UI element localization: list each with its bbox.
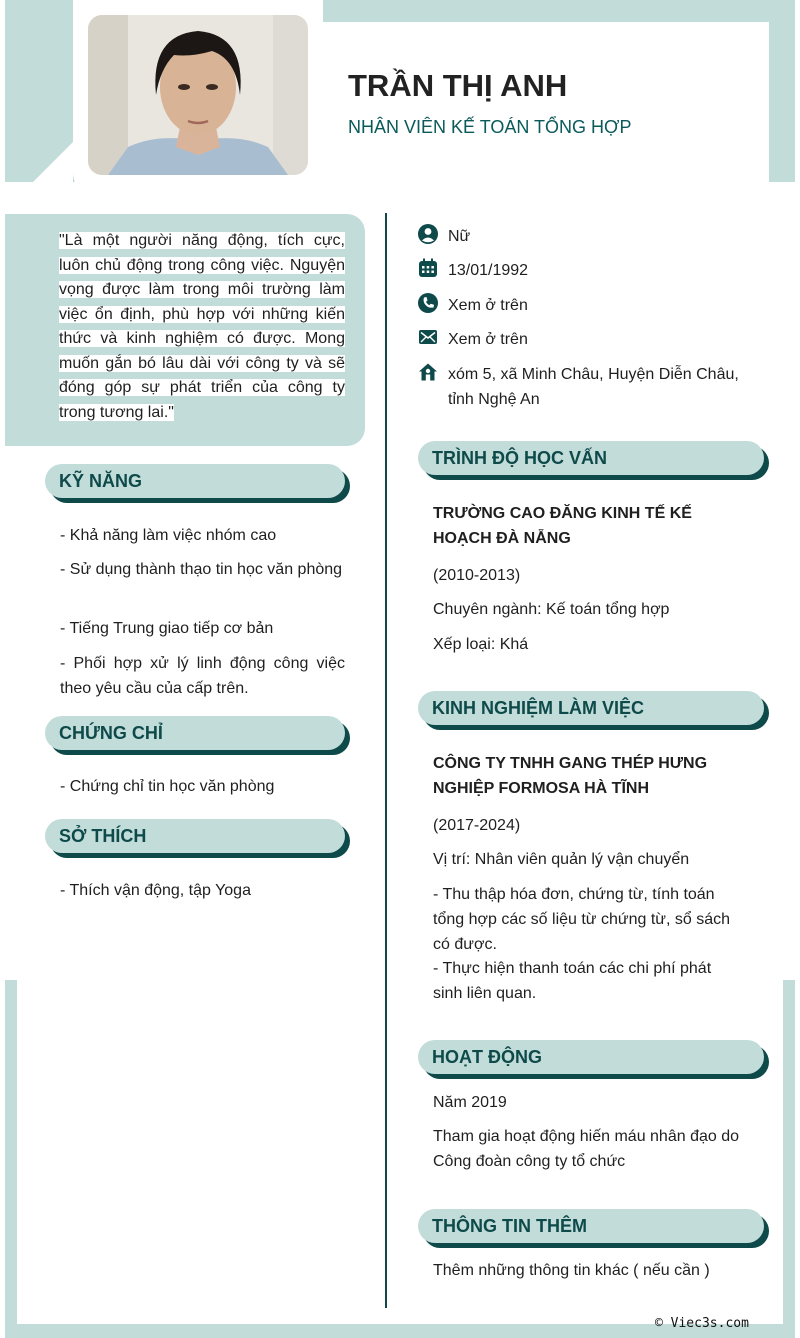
- skill-item: - Tiếng Trung giao tiếp cơ bản: [60, 620, 274, 637]
- activity-year: Năm 2019: [433, 1094, 507, 1111]
- envelope-icon: [418, 327, 438, 347]
- photo-frame-corner: [33, 142, 73, 182]
- profile-photo: [88, 15, 308, 175]
- school-name: TRƯỜNG CAO ĐĂNG KINH TẾ KẾ HOẠCH ĐÀ NẴNG: [433, 505, 692, 547]
- column-divider: [385, 213, 387, 1308]
- company-name: CÔNG TY TNHH GANG THÉP HƯNG NGHIỆP FORMOSA HÀ TĨNH: [433, 755, 708, 797]
- experience-period: (2017-2024): [433, 817, 521, 834]
- career-objective: "Là một người năng động, tích cực, luôn chủ động trong công việc. Nguyện vọng được làm trong môi trường làm việc ổn định, phù hợp với những kiến thức và kinh nghiệm có được. Mong muốn gắn bó lâu dài với công ty và sẽ đóng góp sự phát triển của công ty trong tương lai.": [59, 232, 345, 421]
- experience-position: Vị trí: Nhân viên quản lý vận chuyển: [433, 851, 690, 868]
- copyright-text: © Viec3s.com: [655, 1316, 749, 1331]
- hobby-item: - Thích vận động, tập Yoga: [60, 882, 251, 899]
- extra-info-text: Thêm những thông tin khác ( nếu cần ): [433, 1262, 710, 1279]
- experience-heading: KINH NGHIỆM LÀM VIỆC: [418, 691, 764, 725]
- job-title: NHÂN VIÊN KẾ TOÁN TỔNG HỢP: [348, 117, 632, 137]
- candidate-name: TRẦN THỊ ANH: [348, 68, 568, 103]
- skill-item: - Khả năng làm việc nhóm cao: [60, 527, 277, 544]
- education-heading: TRÌNH ĐỘ HỌC VẤN: [418, 441, 764, 475]
- home-icon: [418, 362, 438, 382]
- skill-item: - Phối hợp xử lý linh động công việc theo yêu cầu của cấp trên.: [60, 655, 345, 697]
- email-value: Xem ở trên: [448, 331, 528, 348]
- birthday-value: 13/01/1992: [448, 262, 529, 279]
- activities-heading: HOẠT ĐỘNG: [418, 1040, 764, 1074]
- skill-item: - Sử dụng thành thạo tin học văn phòng: [60, 561, 343, 578]
- phone-icon: [418, 293, 438, 313]
- phone-value: Xem ở trên: [448, 297, 528, 314]
- experience-duty: - Thực hiện thanh toán các chi phí phát sinh liên quan.: [433, 960, 712, 1002]
- education-rank: Xếp loại: Khá: [433, 636, 529, 653]
- person-icon: [418, 224, 438, 244]
- gender-value: Nữ: [448, 228, 471, 245]
- certificate-item: - Chứng chỉ tin học văn phòng: [60, 778, 275, 795]
- hobbies-heading: SỞ THÍCH: [45, 819, 345, 853]
- certificates-heading: CHỨNG CHỈ: [45, 716, 345, 750]
- experience-duty: - Thu thập hóa đơn, chứng từ, tính toán tổng hợp các số liệu từ chứng từ, sổ sách có được.: [433, 886, 730, 953]
- skills-heading: KỸ NĂNG: [45, 464, 345, 498]
- calendar-icon: [418, 258, 438, 278]
- extra-info-heading: THÔNG TIN THÊM: [418, 1209, 764, 1243]
- education-major: Chuyên ngành: Kế toán tổng hợp: [433, 601, 670, 618]
- education-period: (2010-2013): [433, 567, 521, 584]
- address-value: xóm 5, xã Minh Châu, Huyện Diễn Châu, tỉnh Nghệ An: [448, 366, 739, 408]
- activity-description: Tham gia hoạt động hiến máu nhân đạo do Công đoàn công ty tổ chức: [433, 1128, 740, 1170]
